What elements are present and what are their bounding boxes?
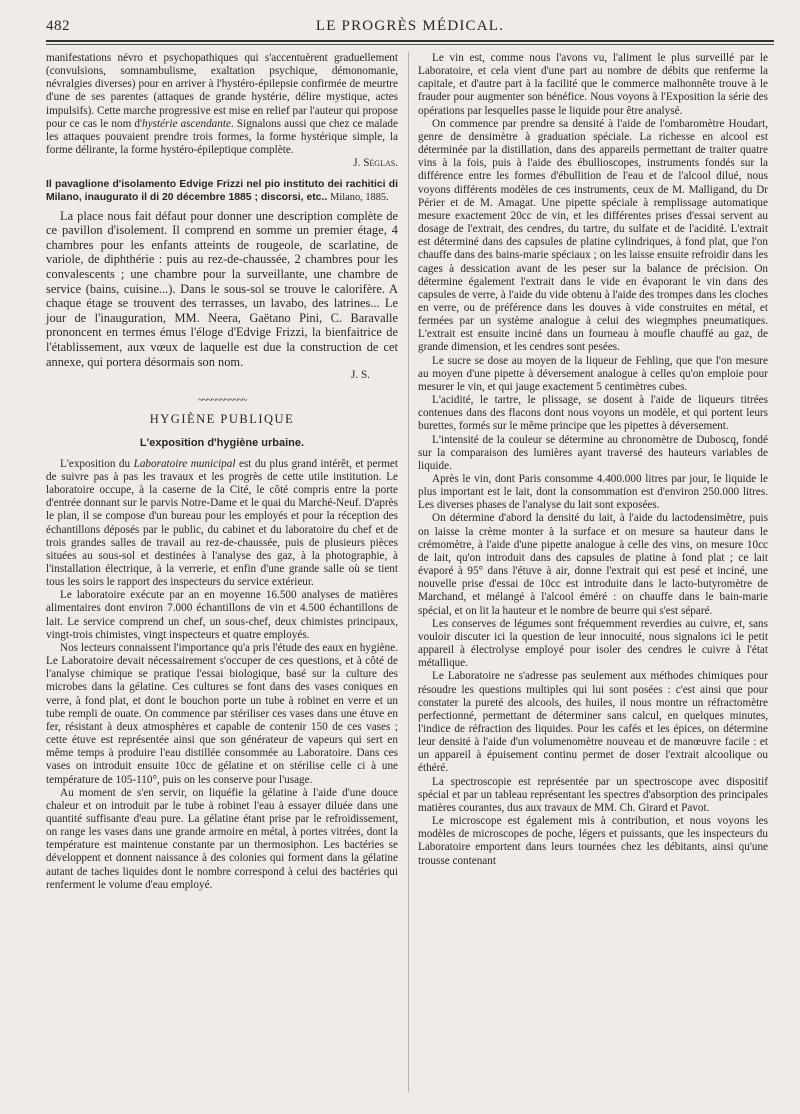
section-title: HYGIÈNE PUBLIQUE [149,412,295,427]
review-paragraph: La place nous fait défaut pour donner une description complète de ce pavillon d'isolement. Il comprend en somme un premier étage, 4 chambres pour les enfants atteints de rougeole, de scarlatine, de variole, de diphthérie : puis au rez-de-chaussée, 2 chambres pour les convalescents ; une chambre pour la surveillante, une chambre de service (bains, cuisine...). Dans le sous-sol se trouve le calorifère. A chaque étage se trouvent des terrasses, un lavabo, des latrines... Le jour de l'inauguration, MM. Neera, Gaëtano Pini, C. Baravalle prononcent en termes émus l'éloge d'Edvige Frizzi, la bienfaitrice de l'établissement, aux vœux de laquelle est due la construction de cet annexe, qui portera désormais son nom. [46,208,398,369]
paragraph: Le sucre se dose au moyen de la liqueur de Fehling, que que l'on mesure au moyen d'une pipette à déversement analogue à celles qu'on emploie pour mesurer le vin, et qui jauge exactement 5 centimètres cubes. [418,354,768,393]
signature: J. S. [351,369,370,382]
paragraph: Le microscope est également mis à contribution, et nous voyons les modèles de microscopes de poche, légers et puissants, que les inspecteurs du Laboratoire emportent dans leurs tournées chez les débitants, ainsi qu'une trousse contenant [418,815,768,867]
page-header [46,14,774,36]
ornament-separator: ~~~~~~~~~~~ [197,395,247,407]
paragraph: Après le vin, dont Paris consomme 4.400.000 litres par jour, le liquide le plus important est le lait, dont la consommation est d'environ 250.000 litres. Les diverses phases de l'analyse du lait sont exposées. [418,473,768,512]
italic-term: Laboratoire municipal [133,457,236,470]
column-divider [408,52,409,1092]
header-rule [46,40,774,42]
biblio-title: Il pavaglione d'isolamento Edvige Frizzi nel pio instituto dei rachitici di Milano, inaugurato il di 20 décembre [46,179,398,203]
signature: J. Séglas. [353,157,398,170]
paragraph: Le laboratoire exécute par an en moyenne 16.500 analyses de matières alimentaires dont environ 7.000 échantillons de vin et 4.500 échantillons de lait. Le service comprend un chef, un sous-chef, deux chimistes principaux, vingt-trois chimistes, vingt inspecteurs et quatre employés. [46,589,398,641]
text: L'exposition du [60,457,134,470]
page-number: 482 [46,18,70,34]
bibliography-entry [46,179,398,204]
paragraph: L'intensité de la couleur se détermine au chronomètre de Duboscq, fondé sur la comparaison des lumières ayant traversé des hauteurs variables de liquide. [418,433,768,472]
left-column [46,52,398,892]
paragraph: La spectroscopie est représentée par un spectroscope avec dispositif spécial et par un tableau représentant les spectres d'absorption des principales matières courantes, dus aux travaux de MM. Ch. Girard et Pavot. [418,775,768,814]
journal-title: LE PROGRÈS MÉDICAL. [315,18,505,34]
paragraph: Le Laboratoire ne s'adresse pas seulement aux méthodes chimiques pour résoudre les questions multiples qui lui sont posées : c'est ainsi que pour constater la pureté des alcools, des huiles, il nous montre un réfractomètre perfectionné, permettant de déterminer sans calcul, en quelques minutes, l'indice de réfraction des liquides. Pour les cafés et les épices, on détermine leur densité à l'aide d'un volumenomètre nouveau et de manœuvre facile : et un appareil à épuisement continu permet de doser l'extrait alcoolique ou éthéré. [418,670,768,775]
right-column [418,52,768,868]
paragraph [46,52,398,157]
text: est du plus grand intérêt, et permet de suivre pas à pas les travaux et les progrès de cette utile institution. Le laboratoire occupe, à la caserne de la Cité, le côté compris entre la porte d'entrée donnant sur le parvis Notre-Dame et le quai du Marché-Neuf. D'après le plan, il se compose d'un bureau pour les employés et pour la réception des échantillons déposés par le public, du cabinet et du laboratoire du chef et de trois grandes salles de travail au rez-de-chaussée, puis de plusieurs pièces situées au sous-sol et destinées à l'analyse des gaz, à la photographie, à l'installation électrique, à la verrerie, et enfin d'une grande salle où se tient tous les soirs le rapport des inspecteurs du service extérieur. [46,457,398,589]
biblio-place: Milano, 1885. [330,192,389,203]
article-subtitle: L'exposition d'hygiène urbaine. [139,436,305,449]
italic-term: hystérie ascendante [142,117,231,130]
paragraph: On commence par prendre sa densité à l'aide de l'ombaromètre Houdart, genre de densimètre à graduation spéciale. La richesse en alcool est déterminée par la distillation, dans des appareils permettant de traiter quatre vins à la fois, puis à l'aide des ébullioscopes, instruments fondés sur la différence entre les formes d'ébullition de l'eau et de l'alcool dilué, nous voyons différents modèles de ces instruments, ceux de M. Malligand, du Dr Périer et de M. Amagat. Une pipette spéciale à remplissage automatique mesure exactement 20cc de vin, et les différentes prises d'essai servent au dosage de l'extrait, des cendres, du tartre, du sulfate et de l'acidité. L'extrait est déterminé dans des capsules de platine cylindriques, à fond plat, que l'on chauffe dans des bains-marie spéciaux ; on les laisse ensuite refroidir dans les cages à dessication avant de les peser sur la balance de précision. On détermine également l'extrait dans le vide en évaporant le vin dans des capsules de verre, à l'aide du vide obtenu à l'aide des trompes dans les cloches en verre, ou de préférence dans les douves à vide construites en métal, et fermées par un système analogue à celui des wiegmphes pneumatiques. L'extrait est ensuite inciné dans un fourneau à moufle chauffé au gaz, de grande dimension, et les cendres sont pesées. [418,117,768,354]
paragraph: L'acidité, le tartre, le plissage, se dosent à l'aide de liqueurs titrées contenues dans des flacons dont nous voyons un modèle, et qui portent leurs burettes, formés sur le même principe que les pipettes à déversement. [418,394,768,433]
text: manifestations névro et psychopathiques qui s'accentuèrent graduellement (convulsions, somnambulisme, exaltation psychique, démonomanie, névralgies diverses) pour en arriver à l'hystéro-épilepsie confirmée de meurtre d'une de ses parentes (attaques de grande hystérie, délire mystique, actes impulsifs). Cette marche progressive est mise en relief par l'auteur qui propose pour ce cas le nom d' [46,52,398,130]
header-rule-thin [46,44,774,45]
biblio-date: 1885 ; discorsi, etc.. [228,192,328,203]
paragraph: Le vin est, comme nous l'avons vu, l'aliment le plus surveillé par le Laboratoire, et cela vient d'une part au nombre de débits que renferme la capitale, et d'autre part à la facilité que le commerce malhonnête trouve à le frauder pour augmenter son bénéfice. Nous voyons à l'Exposition la série des opérations par lesquelles passe le liquide pour être analysé. [418,52,768,117]
paragraph [46,458,398,590]
paragraph: Au moment de s'en servir, on liquéfie la gélatine à l'aide d'une douce chaleur et on introduit par le tube à robinet l'eau à essayer diluée dans une quantité suffisante d'eau pure. La gélatine étant prise par le refroidissement, on range les vases dans une grande armoire en métal, à portes vitrées, dont la température est maintenue constante par un thermosiphon. Les bactéries se développent et donnent naissance à des colonies qui forment dans la gélatine autant de taches liquides dont le nombre correspond à celui des bactéries qui renferment le volume d'eau employé. [46,786,398,891]
paragraph: Nos lecteurs connaissent l'importance qu'a pris l'étude des eaux en hygiène. Le Laboratoire devait nécessairement s'occuper de ces questions, et à côté de l'analyse chimique se pratique l'essai biologique, basé sur la culture des microbes dans la gélatine. Ces cultures se font dans des vases coniques en verre, à fond plat, et dont le bouchon porte un tube à robinet en verre et un tube rempli de ouate. On commence par stériliser ces vases dans une étuve en fer, résistant à deux atmosphères et capable de contenir 150 de ces vases ; cette étuve est représentée ainsi que son générateur de vapeurs qui sert en même temps à produire l'eau distillée consommée au Laboratoire. Dans ces vases on introduit ensuite 10cc de gélatine et on stérilise celle ci à une température de 105-110°, puis on les conserve pour l'usage. [46,641,398,786]
paragraph: Les conserves de légumes sont fréquemment reverdies au cuivre, et, sans vouloir discuter ici la question de leur innocuité, nous signalons ici le petit appareil à électrolyse employé pour isoler des cendres le cuivre à l'état métallique. [418,617,768,670]
text: . Signalons aussi que chez ce malade les attaques pouvaient prendre trois formes, la forme hystérique simple, la forme délirante, la forme hystéro-épileptique complète. [46,117,398,157]
paragraph: On détermine d'abord la densité du lait, à l'aide du lactodensimètre, puis on laisse la crème monter à la surface et on mesure sa hauteur dans le crémomètre, à l'aide d'une pipette analogue à celle des vins, on mesure 10cc de lait, qu'on introduit dans des capsules de platine à fond plat ; ce lait évaporé à 95° dans l'étuve à air, donne l'extrait qui est pesé et inciné, une nouvelle prise d'essai de 10cc est introduite dans le lacto-butyromètre de Marchand, et mélangé à l'alcool éméré : on chauffe dans le bain-marie spécial, et on lit la hauteur et le nombre de beurre qui s'est séparé. [418,512,768,617]
